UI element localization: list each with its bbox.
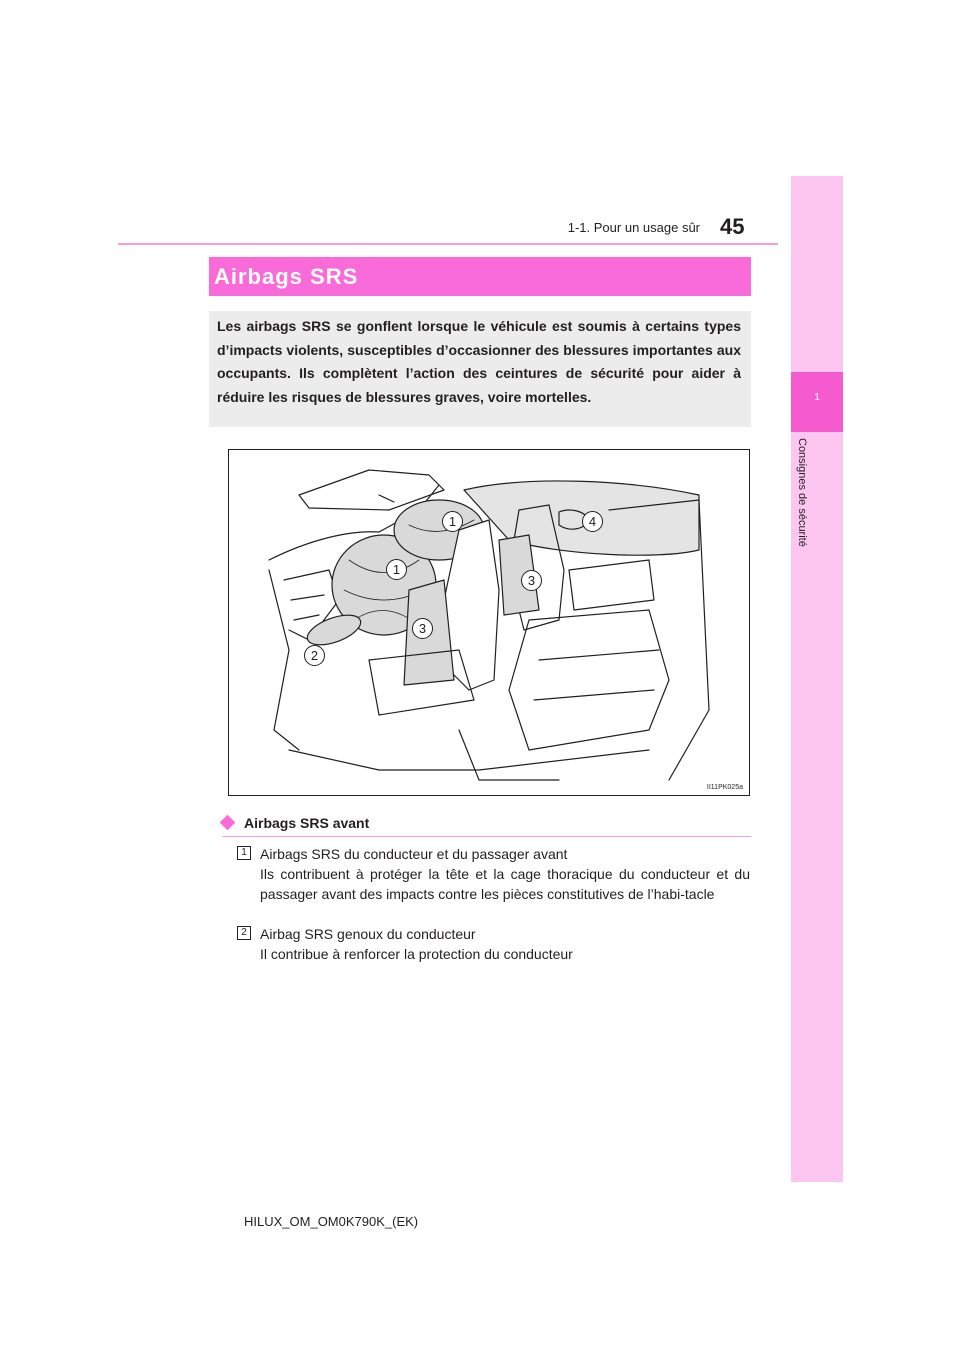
car-interior-drawing [229, 450, 749, 795]
section-title-bar [209, 257, 751, 296]
chapter-title: Consignes de sécurité [796, 438, 808, 547]
document-footer: HILUX_OM_OM0K790K_(EK) [244, 1214, 419, 1229]
subsection-rule [222, 836, 751, 837]
intro-box [209, 311, 751, 427]
callout-3-driver-side: 3 [412, 618, 433, 639]
diamond-bullet-icon [220, 815, 236, 831]
item-heading: Airbag SRS genoux du conducteur [260, 926, 476, 942]
airbag-illustration [228, 449, 750, 796]
chapter-number: 1 [814, 392, 820, 403]
section-title: Airbags SRS [214, 264, 359, 289]
callout-3-passenger-side: 3 [521, 570, 542, 591]
callout-1-passenger: 1 [442, 511, 463, 532]
intro-text: Les airbags SRS se gonflent lorsque le véhicule est soumis à certains types d’impacts violents, susceptibles d’occasionner des blessures importantes aux occupants. Ils complètent l’action des ceintures de sécurité pour aider à réduire les risques de blessures graves, voire mortelles. [217, 318, 741, 405]
item-heading: Airbags SRS du conducteur et du passager avant [260, 846, 568, 862]
callout-2-knee: 2 [304, 645, 325, 666]
page-number: 45 [720, 214, 745, 239]
item-description: Il contribue à renforcer la protection du conducteur [260, 946, 573, 962]
figure-code: II11PK025a [706, 784, 743, 791]
item-description: Ils contribuent à protéger la tête et la cage thoracique du conducteur et du passager avant des impacts contre les pièces constitutives de l’habi-tacle [260, 866, 750, 902]
item-number: 1 [237, 846, 251, 860]
item-number: 2 [237, 926, 251, 940]
callout-1-steering: 1 [386, 559, 407, 580]
header-rule [118, 243, 778, 245]
subsection-title: Airbags SRS avant [244, 815, 370, 831]
list-item [260, 924, 750, 964]
list-item [260, 844, 750, 904]
chapter-side-tab [791, 176, 843, 1182]
callout-4-curtain: 4 [582, 511, 603, 532]
section-reference: 1-1. Pour un usage sûr [567, 220, 700, 235]
